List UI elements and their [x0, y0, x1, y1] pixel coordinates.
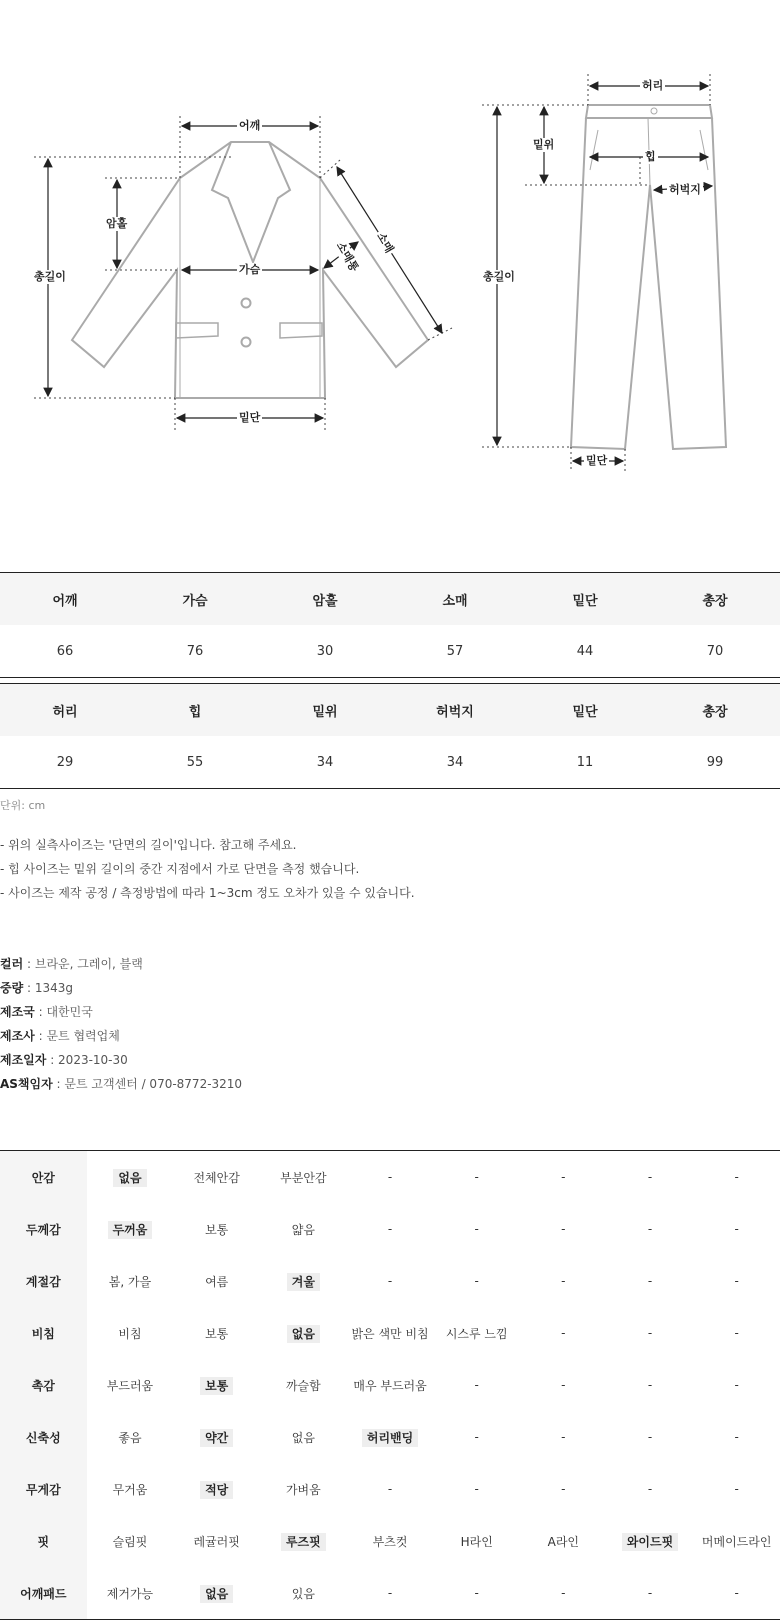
attribute-option-label: -	[561, 1430, 566, 1444]
attribute-name: 어깨패드	[0, 1567, 87, 1620]
attribute-option-label: -	[387, 1274, 393, 1288]
table-header: 허리	[0, 684, 130, 737]
spec-manufacture-date: 제조일자 : 2023-10-30	[0, 1053, 128, 1067]
attribute-option	[693, 1411, 780, 1463]
attribute-option-label: -	[561, 1170, 566, 1184]
attribute-option	[347, 1359, 434, 1411]
attribute-row	[0, 1567, 780, 1620]
attribute-option-label: -	[561, 1378, 566, 1392]
attribute-option	[87, 1255, 174, 1307]
attribute-option	[173, 1307, 260, 1359]
attribute-option	[520, 1567, 607, 1620]
attribute-option	[87, 1151, 174, 1204]
table-header: 총장	[650, 684, 780, 737]
table-header: 밑단	[520, 573, 650, 626]
attribute-option	[260, 1255, 347, 1307]
bottom-size-table	[0, 683, 780, 789]
attribute-option	[260, 1359, 347, 1411]
attribute-option-label: -	[734, 1378, 739, 1392]
attribute-option-selected: 루즈핏	[281, 1533, 326, 1551]
attribute-option-label: -	[474, 1378, 479, 1392]
attribute-option-label: 비침	[118, 1326, 142, 1341]
attribute-option-label: -	[734, 1222, 739, 1236]
attribute-option	[693, 1307, 780, 1359]
table-cell: 57	[446, 643, 464, 659]
attribute-option-label: 보통	[205, 1222, 229, 1237]
table-header: 밑위	[260, 684, 390, 737]
attribute-option-label: 제거가능	[106, 1586, 154, 1601]
attribute-option	[607, 1255, 694, 1307]
attribute-option-label: -	[387, 1586, 393, 1600]
attribute-option	[87, 1411, 174, 1463]
pants-hem-label: 밑단	[586, 454, 608, 467]
sleeve-width-label: 소매통	[332, 238, 362, 276]
thigh-label: 허벅지	[669, 183, 701, 196]
table-row	[0, 736, 780, 789]
attribute-option	[87, 1307, 174, 1359]
shoulder-label: 어깨	[239, 119, 261, 132]
attribute-option	[693, 1567, 780, 1620]
table-cell: 30	[316, 643, 334, 659]
attribute-option-label: 매우 부드러움	[353, 1378, 427, 1393]
attribute-option	[347, 1151, 434, 1204]
waist-label: 허리	[642, 79, 664, 92]
attribute-option	[520, 1359, 607, 1411]
attribute-option	[87, 1359, 174, 1411]
attribute-option-label: -	[561, 1274, 566, 1288]
attribute-option	[347, 1463, 434, 1515]
attribute-row	[0, 1411, 780, 1463]
attribute-option-label: -	[734, 1430, 739, 1444]
table-header-row	[0, 684, 780, 737]
attribute-option	[693, 1203, 780, 1255]
attribute-option	[260, 1307, 347, 1359]
spec-color: 컬러 : 브라운, 그레이, 블랙	[0, 957, 143, 971]
attribute-option-label: -	[647, 1430, 653, 1444]
attribute-option	[693, 1515, 780, 1567]
attribute-option	[260, 1203, 347, 1255]
attribute-option-label: -	[734, 1586, 739, 1600]
rise-label: 밑위	[533, 138, 555, 151]
attribute-option	[520, 1255, 607, 1307]
attribute-option-label: 전체안감	[193, 1170, 240, 1185]
attribute-option-label: -	[387, 1222, 393, 1236]
attribute-name: 계절감	[0, 1255, 87, 1307]
attribute-row	[0, 1307, 780, 1359]
attribute-option	[607, 1307, 694, 1359]
attribute-option	[693, 1359, 780, 1411]
attribute-option-selected: 허리밴딩	[362, 1429, 418, 1447]
attribute-option-label: -	[647, 1586, 653, 1600]
attribute-option	[173, 1411, 260, 1463]
fabric-attributes-table	[0, 1150, 780, 1620]
size-diagram	[0, 0, 780, 520]
attribute-option	[173, 1567, 260, 1620]
attribute-option	[607, 1567, 694, 1620]
attribute-name: 안감	[0, 1151, 87, 1204]
table-header: 가슴	[130, 573, 260, 626]
table-cell: 55	[186, 754, 204, 770]
attribute-option	[433, 1203, 520, 1255]
attribute-option-label: -	[647, 1482, 653, 1496]
attribute-option-selected: 보통	[200, 1377, 233, 1395]
unit-note: 단위: cm	[0, 799, 46, 812]
attribute-option-label: A라인	[547, 1534, 580, 1549]
attribute-name: 촉감	[0, 1359, 87, 1411]
attribute-option	[607, 1203, 694, 1255]
attribute-option	[520, 1463, 607, 1515]
table-row	[0, 625, 780, 678]
attribute-option	[260, 1515, 347, 1567]
attribute-option	[347, 1515, 434, 1567]
attribute-option	[693, 1151, 780, 1204]
table-header: 소매	[390, 573, 520, 626]
attribute-option	[87, 1463, 174, 1515]
attribute-option-selected: 겨울	[287, 1273, 320, 1291]
attribute-option	[260, 1411, 347, 1463]
attribute-option-selected: 없음	[113, 1169, 146, 1187]
attribute-option-selected: 적당	[200, 1481, 233, 1499]
attribute-option-label: 머메이드라인	[701, 1534, 772, 1549]
attribute-option-label: -	[647, 1326, 653, 1340]
attribute-name: 신축성	[0, 1411, 87, 1463]
attribute-row	[0, 1359, 780, 1411]
attribute-option-label: H라인	[460, 1534, 493, 1549]
attribute-option-label: -	[474, 1430, 479, 1444]
garment-illustration	[0, 0, 780, 520]
attribute-option	[607, 1515, 694, 1567]
attribute-option	[260, 1151, 347, 1204]
armhole-label: 암홀	[106, 217, 128, 230]
attribute-option-label: 부분안감	[280, 1170, 327, 1185]
attribute-row	[0, 1463, 780, 1515]
attribute-option	[173, 1463, 260, 1515]
attribute-option	[347, 1567, 434, 1620]
attribute-option-label: 밝은 색만 비침	[351, 1326, 429, 1341]
attribute-option-label: 여름	[205, 1274, 229, 1289]
table-header: 밑단	[520, 684, 650, 737]
attribute-option-label: -	[647, 1170, 653, 1184]
sleeve-label: 소매	[372, 229, 397, 258]
attribute-option	[433, 1463, 520, 1515]
table-cell: 34	[446, 754, 464, 770]
attribute-option-label: -	[561, 1482, 566, 1496]
table-header: 어깨	[0, 573, 130, 626]
product-specs	[0, 955, 242, 1099]
attribute-option	[520, 1307, 607, 1359]
table-cell: 29	[56, 754, 74, 770]
attribute-option	[433, 1151, 520, 1204]
spec-as-contact: AS책임자 : 문트 고객센터 / 070-8772-3210	[0, 1077, 243, 1091]
attribute-option	[87, 1515, 174, 1567]
attribute-option-label: 부츠컷	[372, 1534, 408, 1549]
attribute-option-label: -	[474, 1170, 479, 1184]
attribute-option-label: 시스루 느낌	[445, 1326, 508, 1341]
table-cell: 70	[706, 643, 724, 659]
hip-label: 힙	[645, 150, 656, 163]
attribute-option	[173, 1359, 260, 1411]
attribute-option	[433, 1515, 520, 1567]
attribute-option-label: -	[474, 1222, 479, 1236]
table-header-row	[0, 573, 780, 626]
attribute-option-label: -	[387, 1170, 393, 1184]
note-line: - 사이즈는 제작 공정 / 측정방법에 따라 1~3cm 정도 오차가 있을 수 있습니다.	[0, 886, 415, 900]
chest-label: 가슴	[239, 263, 261, 276]
table-cell: 34	[316, 754, 334, 770]
table-cell: 44	[576, 643, 594, 659]
attribute-option-label: -	[647, 1274, 653, 1288]
jacket-total-length-label: 총길이	[34, 270, 66, 283]
attribute-option-label: -	[734, 1274, 739, 1288]
attribute-option-label: -	[387, 1482, 393, 1496]
attribute-option-label: -	[734, 1482, 739, 1496]
attribute-option-selected: 없음	[200, 1585, 233, 1603]
attribute-option	[433, 1307, 520, 1359]
attribute-option-label: -	[734, 1326, 739, 1340]
attribute-option-label: 까슬함	[285, 1378, 321, 1393]
attribute-option	[433, 1359, 520, 1411]
table-header: 힙	[130, 684, 260, 737]
attribute-option-label: -	[561, 1586, 566, 1600]
attribute-name: 비침	[0, 1307, 87, 1359]
attribute-option-selected: 없음	[287, 1325, 320, 1343]
note-line: - 위의 실측사이즈는 '단면의 길이'입니다. 참고해 주세요.	[0, 838, 297, 852]
attribute-row	[0, 1151, 780, 1204]
attribute-option-selected: 약간	[200, 1429, 233, 1447]
attribute-option	[347, 1411, 434, 1463]
attribute-option	[347, 1203, 434, 1255]
table-header: 암홀	[260, 573, 390, 626]
attribute-option	[520, 1203, 607, 1255]
attribute-option	[173, 1515, 260, 1567]
attribute-name: 두께감	[0, 1203, 87, 1255]
attribute-option-label: 무거움	[112, 1482, 148, 1497]
attribute-option	[693, 1255, 780, 1307]
attribute-option-label: 부드러움	[106, 1378, 154, 1393]
attribute-option-label: -	[647, 1222, 653, 1236]
attribute-option-label: 얇음	[291, 1222, 315, 1237]
attribute-option-label: 보통	[205, 1326, 229, 1341]
attribute-option	[607, 1411, 694, 1463]
attribute-option-label: 봄, 가을	[108, 1274, 152, 1289]
attribute-option-label: 없음	[291, 1430, 315, 1445]
attribute-row	[0, 1203, 780, 1255]
jacket-hem-label: 밑단	[239, 411, 261, 424]
attribute-option-label: 슬림핏	[112, 1534, 148, 1549]
top-size-table	[0, 572, 780, 678]
attribute-option-selected: 와이드핏	[622, 1533, 678, 1551]
attribute-option	[87, 1203, 174, 1255]
attribute-option	[260, 1463, 347, 1515]
spec-manufacturer: 제조사 : 문트 협력업체	[0, 1029, 120, 1043]
attribute-option-label: 가벼움	[285, 1482, 321, 1497]
attribute-option-label: 레귤러핏	[193, 1534, 240, 1549]
table-header: 총장	[650, 573, 780, 626]
attribute-option	[693, 1463, 780, 1515]
attribute-option	[173, 1151, 260, 1204]
table-cell: 11	[576, 754, 594, 770]
attribute-option	[260, 1567, 347, 1620]
attribute-option	[520, 1151, 607, 1204]
attribute-option-label: -	[474, 1482, 479, 1496]
note-line: - 힙 사이즈는 밑위 길이의 중간 지점에서 가로 단면을 측정 했습니다.	[0, 862, 360, 876]
attribute-option	[520, 1411, 607, 1463]
measurement-notes	[0, 836, 415, 908]
attribute-option	[433, 1411, 520, 1463]
attribute-option	[433, 1567, 520, 1620]
attribute-option-label: -	[561, 1326, 566, 1340]
attribute-option	[347, 1255, 434, 1307]
attribute-row	[0, 1255, 780, 1307]
table-header: 허벅지	[390, 684, 520, 737]
attribute-option-selected: 두꺼움	[108, 1221, 153, 1239]
attribute-option-label: -	[474, 1586, 479, 1600]
attribute-option	[87, 1567, 174, 1620]
attribute-option	[520, 1515, 607, 1567]
table-cell: 99	[706, 754, 724, 770]
spec-country: 제조국 : 대한민국	[0, 1005, 93, 1019]
attribute-option	[607, 1151, 694, 1204]
attribute-option	[347, 1307, 434, 1359]
attribute-option	[607, 1463, 694, 1515]
attribute-option-label: 좋음	[118, 1430, 142, 1445]
attribute-option	[173, 1255, 260, 1307]
attribute-option-label: -	[734, 1170, 739, 1184]
pants-total-length-label: 총길이	[483, 270, 515, 283]
attribute-option	[433, 1255, 520, 1307]
spec-weight: 중량 : 1343g	[0, 981, 74, 995]
attribute-option	[173, 1203, 260, 1255]
attribute-option-label: -	[561, 1222, 566, 1236]
attribute-option-label: 있음	[291, 1586, 315, 1601]
attribute-option-label: -	[647, 1378, 653, 1392]
attribute-option	[607, 1359, 694, 1411]
table-cell: 76	[186, 643, 204, 659]
attribute-name: 무게감	[0, 1463, 87, 1515]
table-cell: 66	[56, 643, 74, 659]
attribute-name: 핏	[0, 1515, 87, 1567]
attribute-row	[0, 1515, 780, 1567]
attribute-option-label: -	[474, 1274, 479, 1288]
